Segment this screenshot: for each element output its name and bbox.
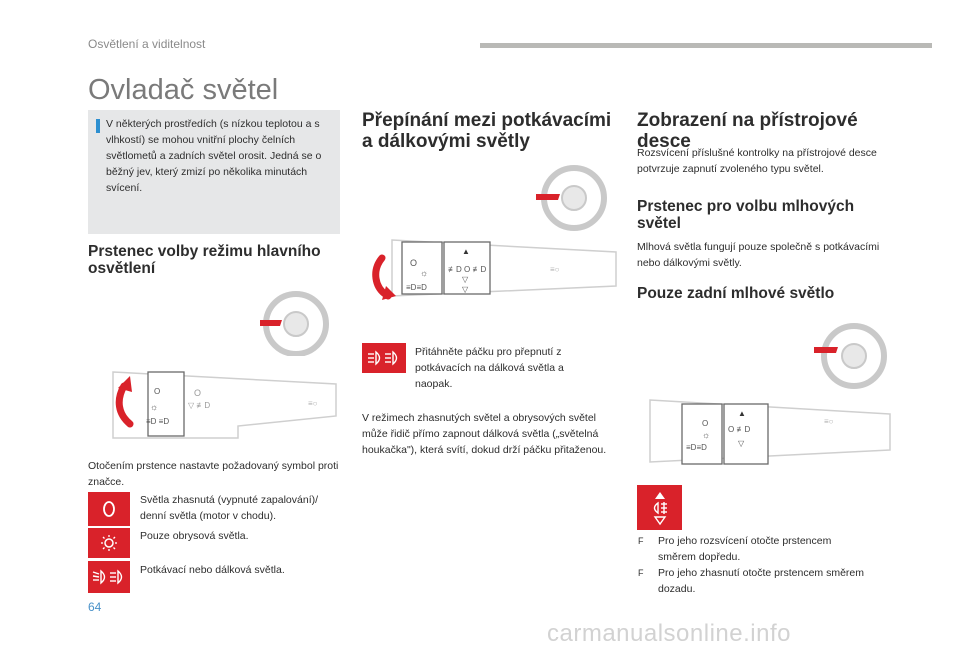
svg-text:≡○: ≡○: [308, 399, 318, 408]
svg-text:▽ ≢D: ▽ ≢D: [188, 401, 211, 410]
svg-text:≡○: ≡○: [550, 265, 560, 274]
svg-text:O ≢D: O ≢D: [728, 425, 751, 434]
section-title: Osvětlení a viditelnost: [88, 37, 206, 51]
svg-text:O: O: [154, 387, 161, 396]
svg-text:≡D ≡D: ≡D ≡D: [146, 417, 170, 426]
list-item: [638, 565, 868, 597]
sidelights-text: Pouze obrysová světla.: [140, 530, 249, 542]
watermark: carmanualsonline.info: [547, 620, 791, 647]
rear-fog-bullet-list: [638, 533, 868, 597]
info-marker: [96, 119, 100, 133]
light-stalk-illustration-2: [362, 238, 620, 308]
light-stalk-illustration-3: [638, 398, 894, 474]
main-lighting-heading: Prstenec volby režimu hlavního osvětlení: [88, 243, 321, 277]
rear-fog-heading: Pouze zadní mlhové světlo: [637, 285, 835, 302]
lights-off-text: Světla zhasnutá (vypnuté zapalování)/ denní světla (motor v chodu).: [140, 494, 319, 522]
svg-text:☼: ☼: [420, 268, 429, 278]
svg-text:▽: ▽: [462, 285, 469, 294]
headlights-icon: [88, 561, 130, 593]
bullet-text: Pro jeho zhasnutí otočte prstencem směrem dozadu.: [658, 567, 865, 595]
svg-text:O: O: [702, 419, 709, 428]
svg-text:≢D O ≢D: ≢D O ≢D: [448, 265, 487, 274]
info-text: V některých prostředích (s nízkou teplotou a s vlhkostí) se mohou vnitřní plochy čelních světlometů a zadních světel orosit. Jedná se o běžný jev, který zmizí po několika minutách svícení.: [106, 118, 322, 194]
info-box: [88, 110, 340, 234]
dashboard-display-heading: Zobrazení na přístrojové desce: [637, 110, 858, 152]
svg-text:☼: ☼: [702, 430, 711, 440]
main-beam-icon: [362, 343, 406, 373]
svg-text:≡D≡D: ≡D≡D: [686, 443, 707, 452]
page-title: Ovladač světel: [88, 74, 279, 106]
section-rule: [480, 43, 932, 48]
headlights-text: Potkávací nebo dálková světla.: [140, 564, 285, 576]
svg-text:☼: ☼: [150, 402, 159, 412]
svg-text:▲: ▲: [462, 247, 470, 256]
rear-fog-icon: [637, 485, 682, 530]
svg-text:O: O: [410, 258, 418, 268]
page-number: 64: [88, 600, 102, 614]
svg-text:≡○: ≡○: [824, 417, 834, 426]
steering-wheel-illustration: [256, 286, 340, 356]
fog-ring-text: Mlhová světla fungují pouze společně s potkávacími nebo dálkovými světly.: [637, 241, 880, 269]
list-item: [638, 533, 868, 565]
lights-off-icon: [88, 492, 130, 526]
dip-main-heading: Přepínání mezi potkávacími a dálkovými světly: [362, 110, 612, 152]
svg-text:▽: ▽: [738, 439, 745, 448]
flash-instruction-text: Přitáhněte páčku pro přepnutí z potkávacích na dálková světla a naopak.: [415, 346, 564, 390]
svg-text:▲: ▲: [738, 409, 746, 418]
dashboard-display-text: Rozsvícení příslušné kontrolky na přístrojové desce potvrzuje zapnutí zvoleného typu světel.: [637, 147, 877, 175]
light-stalk-illustration: [88, 366, 340, 456]
steering-wheel-illustration-3: [808, 318, 894, 390]
bullet-marker: F: [638, 568, 644, 578]
ring-intro-text: Otočením prstence nastavte požadovaný symbol proti značce.: [88, 460, 339, 488]
svg-text:O: O: [194, 388, 202, 398]
bullet-text: Pro jeho rozsvícení otočte prstencem směrem dopředu.: [658, 535, 832, 563]
sidelights-icon: [88, 528, 130, 558]
svg-text:≡D≡D: ≡D≡D: [406, 283, 427, 292]
steering-wheel-illustration-2: [530, 160, 616, 232]
headlamp-flash-text: V režimech zhasnutých světel a obrysových světel může řidič přímo zapnout dálková světla („světelná houkačka"), která svítí, dokud drží páčku přitaženou.: [362, 412, 607, 456]
svg-text:▽: ▽: [462, 275, 469, 284]
bullet-marker: F: [638, 536, 644, 546]
fog-ring-heading: Prstenec pro volbu mlhových světel: [637, 198, 855, 232]
